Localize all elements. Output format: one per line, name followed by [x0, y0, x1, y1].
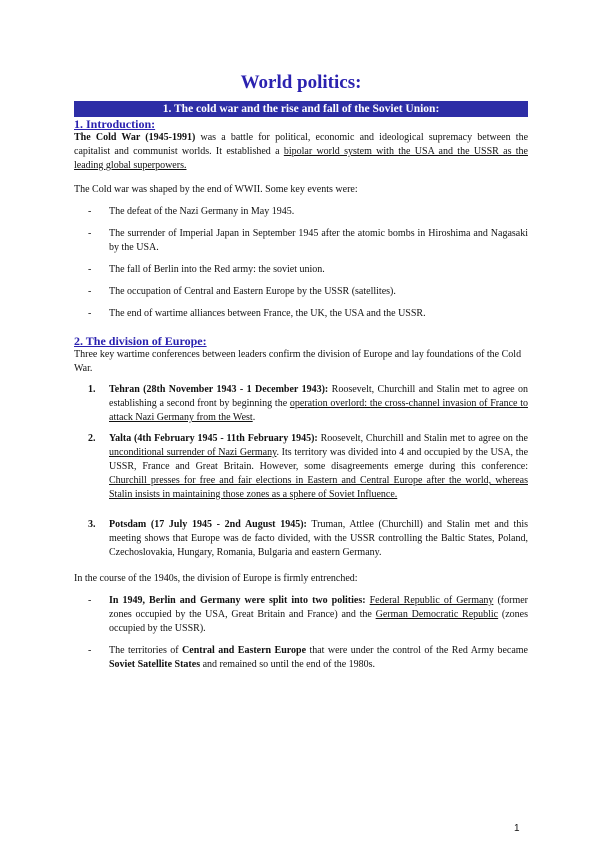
list-item: 1. Tehran (28th November 1943 - 1 December 1943): Roosevelt, Churchill and Stalin met to agree on establishing a second front by beginning the operation overlord: the cross-channel invasion of France to attack Nazi Germany from the West. [88, 384, 528, 423]
item-number: 2. [88, 433, 96, 444]
heading-division-of-europe: 2. The division of Europe: [74, 334, 207, 348]
intro-bold: The Cold War (1945-1991) [74, 132, 196, 143]
intro-underline: bipolar world system with the USA and the USSR as the leading global superpowers. [74, 146, 528, 171]
list-item: - The defeat of the Nazi Germany in May 1945. [88, 206, 295, 217]
intro-paragraph [74, 131, 528, 173]
list-item: 2. Yalta (4th February 1945 - 11th February 1945): Roosevelt, Churchill and Stalin met to agree on the unconditional surrender of Nazi Germany. Its territory was divided into 4 and occupied by the USA, the USSR, France and Great Britain. However, some disagreements emerge during this conference: Churchill presses for free and fair elections in Eastern and Central Europe after the world, whereas Stalin insists in maintaining those zones as a sphere of Soviet Influence. [88, 433, 529, 500]
list-item: - The occupation of Central and Eastern Europe by the USSR (satellites). [88, 286, 396, 297]
dash-bullet: - [88, 308, 92, 319]
item-number: 1. [88, 384, 96, 395]
dash-bullet: - [88, 286, 92, 297]
page-number: 1 [514, 823, 520, 834]
dash-bullet: - [88, 264, 92, 275]
list-item: 3. Potsdam (17 July 1945 - 2nd August 1945): Truman, Attlee (Churchill) and Stalin met and this meeting shows that Europe was de facto divided, with the USSR controlling the Baltic States, Poland, Czechoslovakia, Hungary, Romania, Bulgaria and eastern Germany. [88, 519, 529, 558]
item-number: 3. [88, 519, 96, 530]
page-title: World politics: [240, 72, 362, 93]
dash-bullet: - [88, 645, 92, 656]
list-item: - The territories of Central and Eastern Europe that were under the control of the Red Army became Soviet Satellite States and remained so until the end of the 1980s. [88, 645, 528, 670]
list-item: - The fall of Berlin into the Red army: the soviet union. [88, 264, 325, 275]
list-item: - In 1949, Berlin and Germany were split into two polities: Federal Republic of Germany (former zones occupied by the USA, Great Britain and France) and the German Democratic Republic (zones occupied by the USSR). [88, 595, 529, 634]
division-entrenched-lead: In the course of the 1940s, the division of Europe is firmly entrenched: [74, 573, 358, 584]
dash-bullet: - [88, 228, 92, 239]
dash-bullet: - [88, 595, 92, 606]
intro-text: was a battle for political, economic and ideological supremacy between the capitalist and communist worlds. It established a [74, 132, 529, 157]
list-item: - The end of wartime alliances between France, the UK, the USA and the USSR. [88, 308, 426, 319]
heading-introduction: 1. Introduction: [74, 117, 156, 131]
events-lead: The Cold war was shaped by the end of WWII. Some key events were: [74, 184, 358, 195]
list-item: - The surrender of Imperial Japan in September 1945 after the atomic bombs in Hiroshima and Nagasaki by the USA. [88, 228, 528, 253]
dash-bullet: - [88, 206, 92, 217]
section-banner: 1. The cold war and the rise and fall of the Soviet Union: [74, 101, 528, 117]
division-lead: Three key wartime conferences between leaders confirm the division of Europe and lay foundations of the Cold War. [74, 349, 522, 374]
